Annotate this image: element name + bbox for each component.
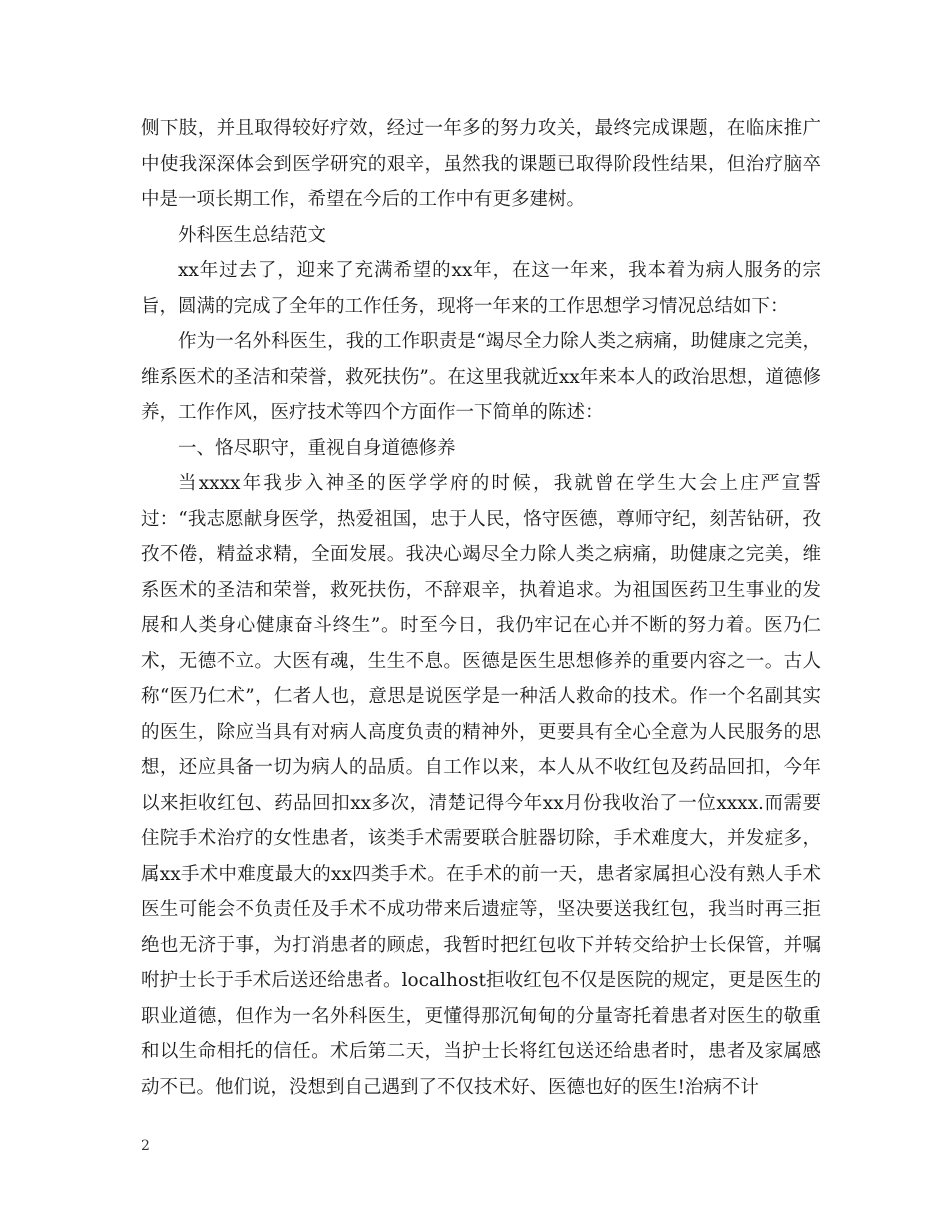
page-number: 2 [141,1138,150,1154]
document-body [141,111,821,1105]
section-heading: 外科医生总结范文 [178,224,327,246]
paragraph-duties: 作为一名外科医生，我的工作职责是“竭尽全力除人类之病痛，助健康之完美，维系医术的圣洁和荣誉，救死扶伤”。在这里我就近xx年来本人的政治思想，道德修养，工作作风，医疗技术等四个方面作一下简单的陈述： [141,331,821,423]
subsection-heading: 一、恪尽职守，重视自身道德修养 [178,437,456,459]
paragraph-ethics: 当xxxx年我步入神圣的医学学府的时候，我就曾在学生大会上庄严宣誓过：“我志愿献身医学，热爱祖国，忠于人民，恪守医德，尊师守纪，刻苦钻研，孜孜不倦，精益求精，全面发展。我决心竭尽全力除人类之病痛，助健康之完美，维系医术的圣洁和荣誉，救死扶伤，不辞艰辛，执着追求。为祖国医药卫生事业的发展和人类身心健康奋斗终生”。时至今日，我仍牢记在心并不断的努力着。医乃仁术，无德不立。大医有魂，生生不息。医德是医生思想修养的重要内容之一。古人称“医乃仁术”，仁者人也，意思是说医学是一种活人救命的技术。作一个名副其实的医生，除应当具有对病人高度负责的精神外，更要具有全心全意为人民服务的思想，还应具备一切为病人的品质。自工作以来，本人从不收红包及药品回扣，今年以来拒收红包、药品回扣xx多次，清楚记得今年xx月份我收治了一位xxxx.而需要住院手术治疗的女性患者，该类手术需要联合脏器切除，手术难度大，并发症多，属xx手术中难度最大的xx四类手术。在手术的前一天，患者家属担心没有熟人手术医生可能会不负责任及手术不成功带来后遗症等，坚决要送我红包，我当时再三拒绝也无济于事，为打消患者的顾虑，我暂时把红包收下并转交给护士长保管，并嘱咐护士长于手术后送还给患者。localhost拒收红包不仅是医院的规定，更是医生的职业道德，但作为一名外科医生，更懂得那沉甸甸的分量寄托着患者对医生的敬重和以生命相托的信任。术后第二天，当护士长将红包送还给患者时，患者及家属感动不已。他们说，没想到自己遇到了不仅技术好、医德也好的医生!治病不计 [141,473,821,1098]
paragraph-intro: xx年过去了，迎来了充满希望的xx年，在这一年来，我本着为病人服务的宗旨，圆满的完成了全年的工作任务，现将一年来的工作思想学习情况总结如下： [141,260,821,317]
paragraph-continuation: 侧下肢，并且取得较好疗效，经过一年多的努力攻关，最终完成课题，在临床推广中使我深深体会到医学研究的艰辛，虽然我的课题已取得阶段性结果，但治疗脑卒中是一项长期工作，希望在今后的工作中有更多建树。 [141,118,821,210]
